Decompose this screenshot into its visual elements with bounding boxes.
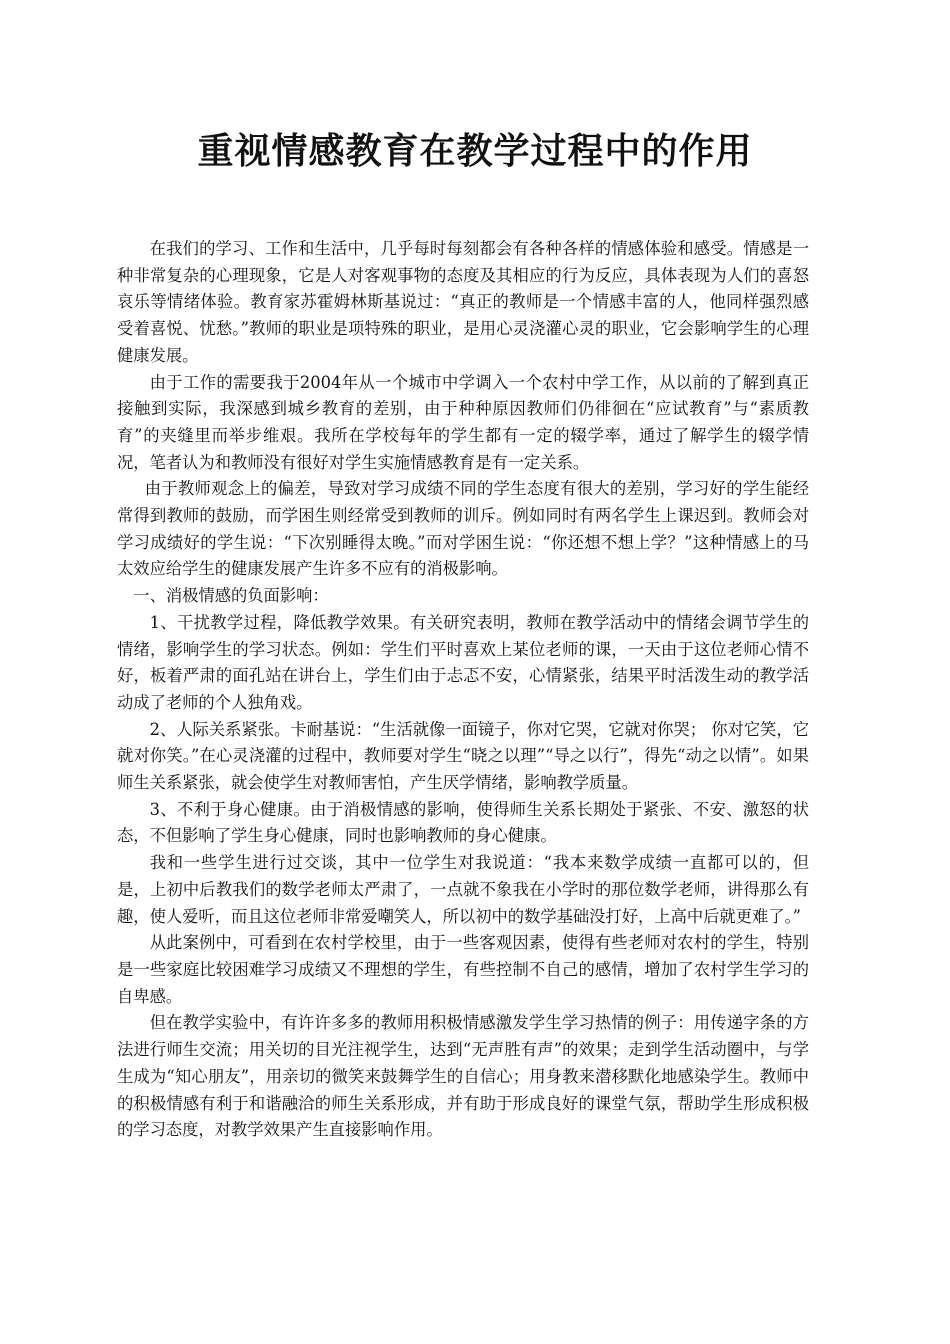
section-heading: 一、消极情感的负面影响： <box>133 586 329 606</box>
paragraph: 在我们的学习、工作和生活中，几乎每时每刻都会有各种各样的情感体验和感受。情感是一种非常复杂的心理现象，它是人对客观事物的态度及其相应的行为反应，具体表现为人们的喜怒哀乐等情绪体验。教育家苏霍姆林斯基说过：“真正的教师是一个情感丰富的人，他同样强烈感受着喜悦、忧愁。”教师的职业是项特殊的职业，是用心灵浇灌心灵的职业，它会影响学生的心理健康发展。 <box>117 239 809 365</box>
paragraph: 从此案例中，可看到在农村学校里，由于一些客观因素，使得有些老师对农村的学生，特别是一些家庭比较困难学习成绩又不理想的学生，有些控制不自己的感情，增加了农村学生学习的自卑感。 <box>117 933 809 1006</box>
paragraph: 2、人际关系紧张。卡耐基说：“生活就像一面镜子，你对它哭，它就对你哭； 你对它笑，它就对你笑。”在心灵浇灌的过程中，教师要对学生“晓之以理”“导之以行”，得先“动之以情”。如果师生关系紧张，就会使学生对教师害怕，产生厌学情绪，影响教学质量。 <box>117 719 809 793</box>
paragraph: 由于教师观念上的偏差，导致对学习成绩不同的学生态度有很大的差别，学习好的学生能经常得到教师的鼓励，而学困生则经常受到教师的训斥。例如同时有两名学生上课迟到。教师会对学习成绩好的学生说：“下次别睡得太晚。”而对学困生说：“你还想不想上学？”这种情感上的马太效应给学生的健康发展产生许多不应有的消极影响。 <box>117 479 809 579</box>
paragraph: 我和一些学生进行过交谈，其中一位学生对我说道：“我本来数学成绩一直都可以的，但是，上初中后教我们的数学老师太严肃了，一点就不象我在小学时的那位数学老师，讲得那么有趣，使人爱听，而且这位老师非常爱嘲笑人，所以初中的数学基础没打好，上高中后就更难了。” <box>117 853 809 926</box>
paragraph: 3、不利于身心健康。由于消极情感的影响，使得师生关系长期处于紧张、不安、激怒的状态，不但影响了学生身心健康，同时也影响教师的身心健康。 <box>117 799 809 846</box>
document-body <box>117 236 809 1144</box>
paragraph: 但在教学实验中，有许许多多的教师用积极情感激发学生学习热情的例子：用传递字条的方法进行师生交流；用关切的目光注视学生，达到“无声胜有声”的效果；走到学生活动圈中，与学生成为“知心朋友”，用亲切的微笑来鼓舞学生的自信心；用身教来潜移默化地感染学生。教师中的积极情感有利于和谐融洽的师生关系形成，并有助于形成良好的课堂气氛，帮助学生形成积极的学习态度，对教学效果产生直接影响作用。 <box>117 1013 809 1140</box>
paragraph: 由于工作的需要我于2004年从一个城市中学调入一个农村中学工作，从以前的了解到真正接触到实际，我深感到城乡教育的差别，由于种种原因教师们仍徘徊在“应试教育”与“素质教育”的夹缝里而举步维艰。我所在学校每年的学生都有一定的辍学率，通过了解学生的辍学情况，笔者认为和教师没有很好对学生实施情感教育是有一定关系。 <box>117 372 809 472</box>
document-title: 重视情感教育在教学过程中的作用 <box>197 130 753 172</box>
paragraph: 1、干扰教学过程，降低教学效果。有关研究表明，教师在教学活动中的情绪会调节学生的情绪，影响学生的学习状态。例如：学生们平时喜欢上某位老师的课，一天由于这位老师心情不好，板着严肃的面孔站在讲台上，学生们由于忐忑不安，心情紧张，结果平时活泼生动的教学活动成了老师的个人独角戏。 <box>117 612 809 712</box>
